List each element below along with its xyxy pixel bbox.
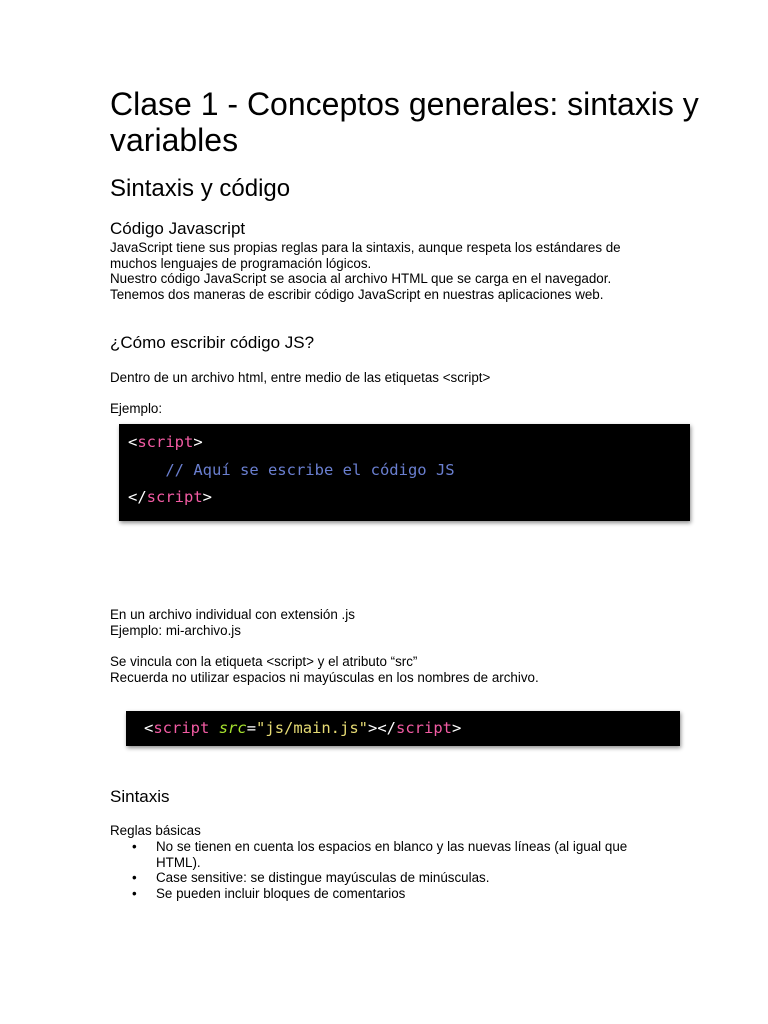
subheading-codigo-javascript: Código Javascript bbox=[110, 219, 246, 238]
code-token-tag: script bbox=[137, 433, 194, 451]
list-item-text: No se tienen en cuenta los espacios en blanco y las nuevas líneas (al igual que HTML). bbox=[156, 839, 628, 870]
intro-line: JavaScript tiene sus propias reglas para la sintaxis, aunque respeta los estándares de bbox=[110, 240, 621, 255]
archivo-paragraph bbox=[110, 607, 355, 638]
list-item bbox=[110, 886, 670, 902]
bullet-icon: • bbox=[132, 870, 137, 886]
code-token-punctuation: < bbox=[144, 719, 154, 737]
archivo-line: Ejemplo: mi-archivo.js bbox=[110, 622, 241, 638]
code-token-space bbox=[209, 719, 218, 737]
list-item-text: Case sensitive: se distingue mayúsculas de minúsculas. bbox=[156, 870, 490, 886]
code-line-comment: // Aquí se escribe el código JS bbox=[128, 461, 455, 479]
code-line-close bbox=[128, 488, 212, 506]
code-token-tag: script bbox=[153, 719, 210, 737]
document-title: Clase 1 - Conceptos generales: sintaxis y variables bbox=[110, 86, 699, 158]
dentro-paragraph: Dentro de un archivo html, entre medio de las etiquetas <script> bbox=[110, 370, 491, 385]
list-item bbox=[110, 839, 670, 870]
intro-line: Nuestro código JavaScript se asocia al archivo HTML que se carga en el navegador. bbox=[110, 271, 612, 287]
code-token-punctuation: > bbox=[452, 719, 462, 737]
code-token-punctuation: = bbox=[246, 719, 257, 737]
code-token-punctuation: > bbox=[193, 433, 203, 451]
vincula-paragraph bbox=[110, 654, 539, 685]
bullet-icon: • bbox=[132, 839, 137, 854]
code-token-attribute: src bbox=[218, 719, 247, 737]
ejemplo-label: Ejemplo: bbox=[110, 401, 163, 416]
rules-list bbox=[110, 839, 670, 901]
code-line-script-src bbox=[144, 719, 461, 737]
section-heading-sintaxis-codigo: Sintaxis y código bbox=[110, 175, 291, 202]
code-token-punctuation: ></ bbox=[368, 719, 397, 737]
code-token-tag: script bbox=[146, 488, 203, 506]
code-token-string: "js/main.js" bbox=[256, 719, 369, 737]
intro-paragraph bbox=[110, 240, 670, 302]
subheading-como-escribir: ¿Cómo escribir código JS? bbox=[110, 333, 315, 352]
archivo-line: En un archivo individual con extensión .js bbox=[110, 607, 355, 622]
vincula-line: Recuerda no utilizar espacios ni mayúsculas en los nombres de archivo. bbox=[110, 669, 539, 685]
code-token-punctuation: > bbox=[202, 488, 213, 506]
list-item bbox=[110, 870, 670, 886]
intro-line: muchos lenguajes de programación lógicos. bbox=[110, 255, 372, 271]
code-line-open bbox=[128, 433, 203, 451]
code-block-script-src bbox=[126, 711, 680, 746]
code-token-punctuation: </ bbox=[128, 488, 147, 506]
intro-line: Tenemos dos maneras de escribir código JavaScript en nuestras aplicaciones web. bbox=[110, 286, 604, 302]
code-token-punctuation: < bbox=[128, 433, 138, 451]
bullet-icon: • bbox=[132, 885, 137, 901]
subheading-sintaxis: Sintaxis bbox=[110, 787, 170, 806]
code-block-script-tags bbox=[119, 424, 690, 521]
reglas-label: Reglas básicas bbox=[110, 823, 201, 838]
vincula-line: Se vincula con la etiqueta <script> y el atributo “src” bbox=[110, 654, 418, 669]
code-token-tag: script bbox=[396, 719, 453, 737]
list-item-text: Se pueden incluir bloques de comentarios bbox=[156, 885, 406, 901]
